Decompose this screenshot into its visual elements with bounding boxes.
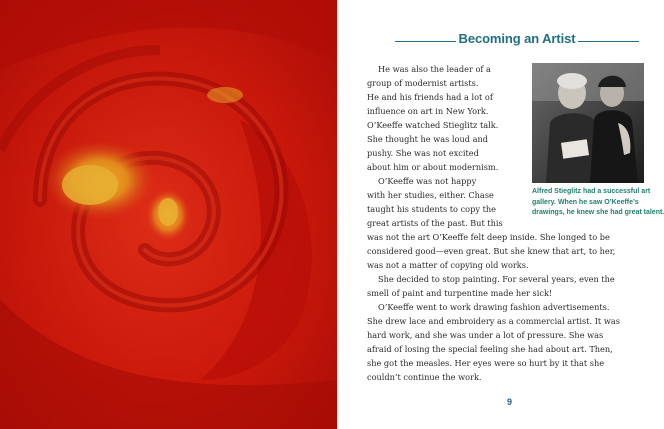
body-line: about him or about modernism. (367, 162, 499, 172)
header-rule-left (395, 41, 456, 42)
body-line: taught his students to copy the (367, 204, 496, 214)
caption-line: Alfred Stieglitz had a successful art (532, 188, 651, 195)
body-line: was not the art O’Keeffe felt deep inside. She longed to be (367, 232, 610, 242)
body-line: afraid of losing the special feeling she had about art. Then, (367, 344, 613, 354)
body-line: great artists of the past. But this (367, 218, 503, 228)
body-line: was not a matter of copying old works. (367, 260, 529, 270)
caption-line: drawings, he knew she had great talent. (532, 209, 664, 216)
stieglitz-photo (532, 63, 644, 183)
body-line: pushy. She was not excited (367, 148, 479, 158)
body-line: She drew lace and embroidery as a commercial artist. It was (367, 316, 620, 326)
body-line: group of modernist artists. (367, 78, 479, 88)
body-line: She thought he was loud and (367, 134, 488, 144)
page-number: 9 (507, 397, 513, 407)
body-line: She decided to stop painting. For several years, even the (378, 274, 615, 284)
body-line: He and his friends had a lot of (367, 92, 493, 102)
historic-photo-image (532, 63, 644, 183)
body-line: with her studies, either. Chase (367, 190, 494, 200)
body-line: O’Keeffe went to work drawing fashion advertisements. (378, 302, 610, 312)
body-line: O’Keeffe was not happy (378, 176, 477, 186)
body-line: smell of paint and turpentine made her sick! (367, 288, 553, 298)
body-line: couldn’t continue the work. (367, 372, 482, 382)
body-line: she got the measles. Her eyes were so hurt by it that she (367, 358, 605, 368)
body-line: considered good—even great. But she knew that art, to her, (367, 246, 616, 256)
header-rule-right (578, 41, 639, 42)
chapter-header (395, 26, 639, 46)
body-line: influence on art in New York. (367, 106, 489, 116)
chapter-title: Becoming an Artist (458, 31, 576, 46)
body-line: He was also the leader of a (378, 64, 491, 74)
body-line: O’Keeffe watched Stieglitz talk. (367, 120, 499, 130)
photo-caption (532, 187, 664, 219)
body-line: hard work, and she was under a lot of pressure. She was (367, 330, 604, 340)
caption-line: gallery. When he saw O’Keeffe’s (532, 198, 639, 206)
text-page (339, 0, 664, 429)
